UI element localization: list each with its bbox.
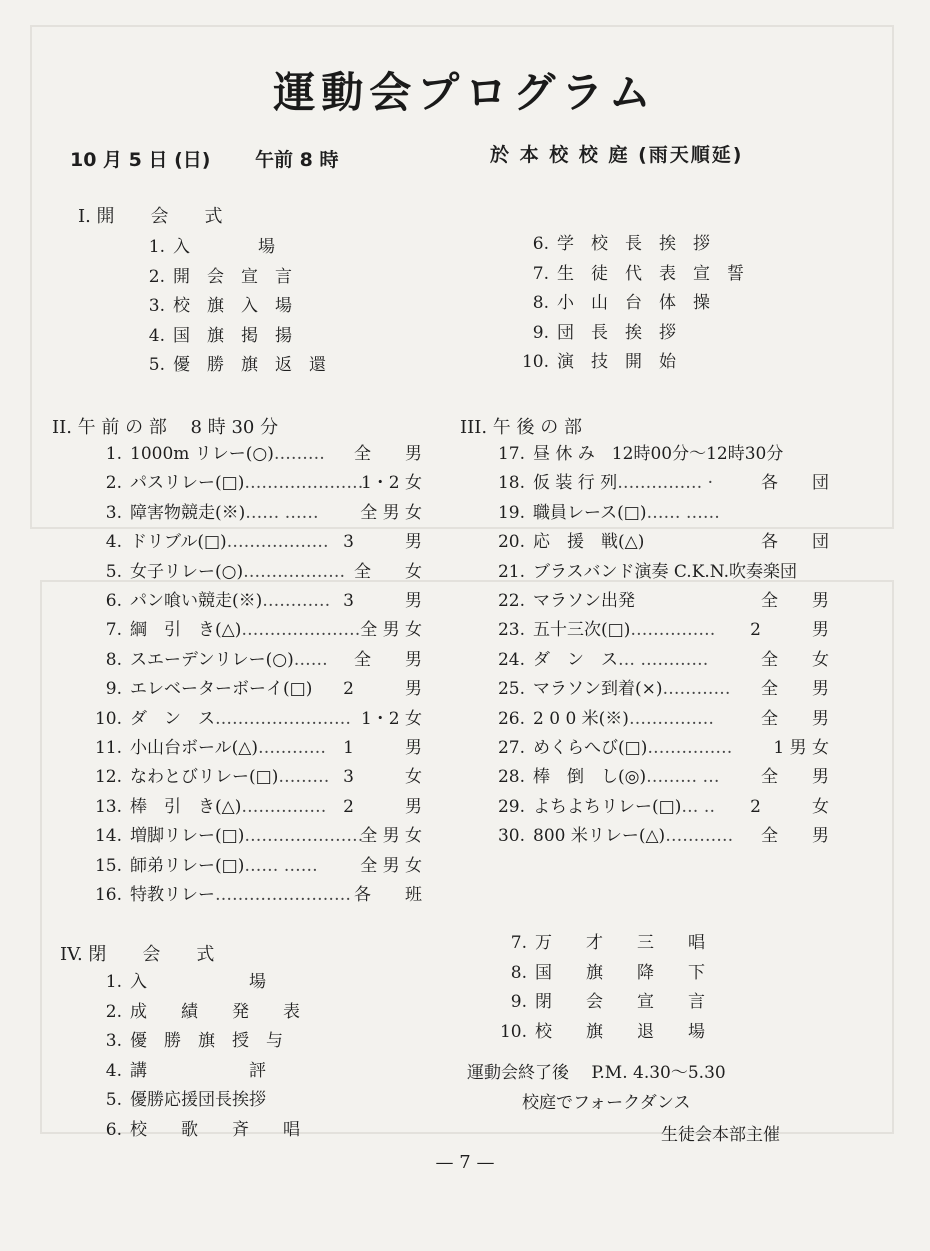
opening-item bbox=[521, 348, 767, 377]
item-number: 8. bbox=[510, 962, 527, 983]
after-event-time: 運動会終了後 P.M. 4.30〜5.30 bbox=[467, 1063, 726, 1083]
item-title: 成 績 発 表 bbox=[130, 1001, 300, 1022]
program-item bbox=[497, 469, 829, 498]
item-number: 3. bbox=[148, 296, 165, 316]
closing-item bbox=[105, 1086, 330, 1115]
program-item bbox=[105, 499, 422, 528]
opening-item bbox=[532, 319, 767, 348]
event-name: ドリブル(□) bbox=[130, 532, 227, 553]
program-item bbox=[94, 852, 422, 881]
participant-group: 1 男 bbox=[343, 738, 422, 758]
program-item bbox=[105, 440, 422, 469]
program-item bbox=[497, 587, 829, 616]
program-item bbox=[105, 469, 422, 498]
event-name: 1000m リレー(○) bbox=[130, 444, 274, 464]
item-title: 講 評 bbox=[130, 1060, 266, 1081]
event-date: 10 月 5 日 (日) bbox=[70, 149, 211, 171]
item-number: 30. bbox=[497, 826, 525, 847]
event-name: ダ ン ス bbox=[130, 708, 215, 729]
participant-group: 全 男 bbox=[354, 444, 422, 464]
leader-dots: ………… bbox=[258, 738, 326, 758]
leader-dots: …………… bbox=[630, 620, 716, 641]
item-number: 14. bbox=[94, 826, 122, 847]
event-name: マラソン到着(×) bbox=[533, 679, 663, 700]
program-item bbox=[94, 734, 422, 763]
section-morning-label: II. 午 前 の 部 8 時 30 分 bbox=[52, 417, 279, 438]
program-item bbox=[94, 705, 422, 734]
closing-item bbox=[510, 929, 735, 958]
leader-dots: …… …… bbox=[244, 855, 318, 876]
leader-dots: ………… bbox=[262, 591, 331, 611]
item-number: 4. bbox=[105, 532, 122, 553]
event-name: 応 援 戦(△) bbox=[533, 532, 645, 553]
item-number: 1. bbox=[105, 972, 122, 992]
item-number: 9. bbox=[105, 679, 122, 700]
folk-dance-note: 校庭でフォークダンス bbox=[522, 1093, 691, 1113]
item-number: 6. bbox=[532, 234, 549, 254]
closing-item bbox=[105, 1057, 330, 1086]
item-title: 生 徒 代 表 宣 誓 bbox=[557, 263, 744, 284]
leader-dots: …………… bbox=[241, 796, 327, 817]
program-item bbox=[94, 881, 422, 910]
section-closing-label: IV. 閉 会 式 bbox=[60, 944, 215, 965]
leader-dots: …………… bbox=[647, 738, 733, 758]
program-item bbox=[94, 793, 422, 822]
item-number: 10. bbox=[94, 708, 122, 729]
opening-item bbox=[148, 263, 373, 292]
item-number: 23. bbox=[497, 620, 525, 641]
leader-dots: ………………… bbox=[244, 826, 364, 847]
item-number: 29. bbox=[497, 796, 525, 817]
leader-dots: ……… bbox=[273, 444, 325, 464]
item-number: 26. bbox=[497, 708, 525, 729]
item-title: 優勝応援団長挨拶 bbox=[130, 1090, 266, 1111]
closing-item bbox=[105, 1027, 330, 1056]
event-name: 2 0 0 米(※) bbox=[533, 708, 629, 729]
event-name: めくらへび(□) bbox=[533, 738, 648, 758]
program-item bbox=[94, 763, 422, 792]
program-item bbox=[497, 558, 829, 587]
item-number: 3. bbox=[105, 502, 122, 523]
item-title: 万 才 三 唱 bbox=[535, 933, 705, 953]
event-name: 障害物競走(※) bbox=[130, 502, 246, 523]
participant-group: 全 男 bbox=[761, 767, 829, 788]
item-number: 9. bbox=[532, 322, 549, 343]
item-number: 28. bbox=[497, 767, 525, 788]
participant-group: 各 団 bbox=[761, 473, 829, 494]
page-title: 運動会プログラム bbox=[273, 68, 657, 117]
leader-dots: ………………… bbox=[244, 473, 364, 494]
participant-group: 全 男 bbox=[354, 649, 422, 670]
item-number: 21. bbox=[497, 561, 525, 582]
event-name: 職員レース(□) bbox=[533, 502, 647, 523]
closing-item bbox=[105, 998, 330, 1027]
item-number: 12. bbox=[94, 767, 122, 788]
leader-dots: …………… bbox=[628, 708, 714, 729]
item-number: 4. bbox=[105, 1060, 122, 1081]
event-name: パン喰い競走(※) bbox=[130, 591, 263, 611]
program-item bbox=[94, 822, 422, 851]
program-item bbox=[105, 616, 422, 645]
participant-group: 3 男 bbox=[343, 532, 422, 553]
leader-dots: …………………… bbox=[215, 708, 351, 729]
event-name: 増脚リレー(□) bbox=[130, 826, 245, 847]
item-number: 25. bbox=[497, 679, 525, 700]
item-title: 優 勝 旗 授 与 bbox=[130, 1031, 283, 1052]
item-title: 学 校 長 挨 拶 bbox=[557, 234, 710, 254]
item-number: 9. bbox=[510, 992, 527, 1013]
leader-dots: ……………… bbox=[243, 561, 346, 582]
participant-group: 1・2 女 bbox=[360, 473, 422, 494]
participant-group: 3 女 bbox=[343, 767, 422, 788]
item-title: 閉 会 宣 言 bbox=[535, 992, 705, 1013]
leader-dots: ………… bbox=[665, 826, 734, 847]
event-name: 小山台ボール(△) bbox=[130, 738, 258, 758]
item-title: 校 旗 入 場 bbox=[173, 296, 292, 316]
opening-item bbox=[148, 322, 373, 351]
participant-group: 全 男 bbox=[761, 591, 829, 611]
event-name: マラソン出発 bbox=[533, 591, 635, 611]
event-name: 五十三次(□) bbox=[533, 620, 631, 641]
item-number: 20. bbox=[497, 532, 525, 553]
item-number: 5. bbox=[105, 561, 122, 582]
closing-item bbox=[105, 968, 330, 997]
participant-group: 1・2 女 bbox=[360, 708, 422, 729]
event-name: 棒 倒 し(◎) bbox=[533, 767, 647, 788]
participant-group: 全 男 bbox=[761, 679, 829, 700]
organizer-note: 生徒会本部主催 bbox=[661, 1125, 780, 1145]
leader-dots: …… …… bbox=[646, 502, 720, 523]
event-name: 女子リレー(○) bbox=[130, 561, 244, 582]
section-opening-label: I. 開 会 式 bbox=[78, 206, 223, 227]
participant-group: 全 男 bbox=[761, 826, 829, 847]
item-number: 1. bbox=[105, 444, 122, 464]
event-name: 仮 装 行 列 bbox=[533, 473, 618, 494]
event-name: 特教リレー bbox=[130, 885, 215, 905]
participant-group: 全 男 女 bbox=[360, 502, 422, 523]
program-item bbox=[105, 675, 422, 704]
event-name: エレベーターボーイ(□) bbox=[130, 679, 313, 700]
participant-group: 全 男 女 bbox=[360, 620, 422, 641]
item-number: 10. bbox=[499, 1021, 527, 1042]
leader-dots: … ………… bbox=[618, 649, 709, 670]
item-number: 27. bbox=[497, 738, 525, 758]
opening-item bbox=[148, 233, 373, 262]
event-name: なわとびリレー(□) bbox=[130, 767, 279, 788]
participant-group: 2 女 bbox=[750, 796, 829, 817]
program-item bbox=[105, 587, 422, 616]
event-name: ダ ン ス bbox=[533, 649, 618, 670]
event-name: よちよちリレー(□) bbox=[533, 796, 682, 817]
leader-dots: ………… bbox=[662, 679, 731, 700]
leader-dots: …… bbox=[293, 649, 328, 670]
event-name: 綱 引 き(△) bbox=[130, 620, 242, 641]
item-number: 24. bbox=[497, 649, 525, 670]
participant-group: 各 班 bbox=[354, 885, 422, 905]
item-number: 10. bbox=[521, 352, 549, 372]
item-title: 小 山 台 体 操 bbox=[557, 293, 710, 313]
item-title: 国 旗 掲 揚 bbox=[173, 325, 292, 346]
program-item bbox=[105, 558, 422, 587]
event-venue: 於 本 校 校 庭 (雨天順延) bbox=[490, 144, 744, 166]
participant-group: 全 男 bbox=[761, 708, 829, 729]
item-title: 入 場 bbox=[130, 972, 266, 992]
participant-group: 2 男 bbox=[343, 796, 422, 817]
leader-dots: …………… · bbox=[617, 473, 714, 494]
item-title: 校 歌 斉 唱 bbox=[130, 1120, 300, 1140]
item-number: 2. bbox=[105, 1001, 122, 1022]
item-title: 開 会 宣 言 bbox=[173, 266, 292, 287]
item-title: 団 長 挨 拶 bbox=[557, 322, 676, 343]
item-number: 1. bbox=[148, 237, 165, 257]
program-item bbox=[497, 705, 829, 734]
item-title: 演 技 開 始 bbox=[557, 352, 676, 372]
participant-group: 全 男 女 bbox=[360, 826, 422, 847]
leader-dots: … ‥ bbox=[681, 796, 716, 817]
participant-group: 3 男 bbox=[343, 591, 422, 611]
event-time: 午前 8 時 bbox=[255, 149, 339, 171]
program-item bbox=[497, 440, 829, 469]
leader-dots: ……………… bbox=[226, 532, 329, 553]
opening-item bbox=[148, 292, 373, 321]
program-item bbox=[497, 793, 829, 822]
closing-item bbox=[105, 1116, 330, 1145]
program-item bbox=[497, 734, 829, 763]
program-item bbox=[497, 528, 829, 557]
opening-item bbox=[532, 230, 767, 259]
item-number: 17. bbox=[497, 444, 525, 464]
item-number: 11. bbox=[94, 738, 122, 758]
item-number: 5. bbox=[105, 1090, 122, 1111]
program-item bbox=[497, 822, 829, 851]
item-number: 2. bbox=[105, 473, 122, 494]
item-number: 19. bbox=[497, 502, 525, 523]
closing-item bbox=[510, 988, 735, 1017]
item-number: 5. bbox=[148, 355, 165, 375]
leader-dots: ……… bbox=[278, 767, 330, 788]
event-name: 棒 引 き(△) bbox=[130, 796, 242, 817]
item-number: 3. bbox=[105, 1031, 122, 1052]
item-number: 7. bbox=[532, 263, 549, 284]
item-number: 13. bbox=[94, 796, 122, 817]
opening-item bbox=[532, 260, 767, 289]
item-title: 優 勝 旗 返 還 bbox=[173, 355, 326, 375]
participant-group: 各 団 bbox=[761, 532, 829, 553]
leader-dots: ………………… bbox=[241, 620, 361, 641]
item-number: 2. bbox=[148, 266, 165, 287]
participant-group: 2 男 bbox=[343, 679, 422, 700]
item-title: 国 旗 降 下 bbox=[535, 962, 705, 983]
item-number: 6. bbox=[105, 591, 122, 611]
item-number: 22. bbox=[497, 591, 525, 611]
program-item bbox=[497, 616, 829, 645]
program-item bbox=[497, 499, 829, 528]
item-number: 8. bbox=[532, 293, 549, 313]
leader-dots: …………………… bbox=[215, 885, 351, 905]
program-item bbox=[105, 646, 422, 675]
item-number: 8. bbox=[105, 649, 122, 670]
opening-item bbox=[532, 289, 767, 318]
participant-group: 全 男 女 bbox=[360, 855, 422, 876]
participant-group: 1 男 女 bbox=[773, 738, 829, 758]
event-name: 師弟リレー(□) bbox=[130, 855, 245, 876]
item-title: 入 場 bbox=[173, 237, 275, 257]
event-name: ブラスバンド演奏 C.K.N.吹奏楽団 bbox=[533, 561, 797, 582]
participant-group: 全 女 bbox=[761, 649, 829, 670]
leader-dots: …… …… bbox=[245, 502, 319, 523]
leader-dots: ……… … bbox=[646, 767, 720, 788]
page-number: — 7 — bbox=[435, 1152, 495, 1173]
event-name: 昼 休 み 12時00分〜12時30分 bbox=[533, 444, 784, 464]
item-title: 校 旗 退 場 bbox=[535, 1021, 705, 1042]
item-number: 16. bbox=[94, 885, 122, 905]
program-item bbox=[497, 646, 829, 675]
item-number: 18. bbox=[497, 473, 525, 494]
event-name: パスリレー(□) bbox=[130, 473, 245, 494]
item-number: 15. bbox=[94, 855, 122, 876]
closing-item bbox=[510, 959, 735, 988]
program-item bbox=[105, 528, 422, 557]
opening-item bbox=[148, 351, 373, 380]
program-item bbox=[497, 763, 829, 792]
program-item bbox=[497, 675, 829, 704]
event-name: スエーデンリレー(○) bbox=[130, 649, 294, 670]
section-afternoon-label: III. 午 後 の 部 bbox=[460, 417, 582, 438]
event-name: 800 米リレー(△) bbox=[533, 826, 666, 847]
participant-group: 全 女 bbox=[354, 561, 422, 582]
item-number: 7. bbox=[510, 933, 527, 953]
participant-group: 2 男 bbox=[750, 620, 829, 641]
item-number: 7. bbox=[105, 620, 122, 641]
item-number: 4. bbox=[148, 325, 165, 346]
item-number: 6. bbox=[105, 1120, 122, 1140]
closing-item bbox=[499, 1018, 735, 1047]
